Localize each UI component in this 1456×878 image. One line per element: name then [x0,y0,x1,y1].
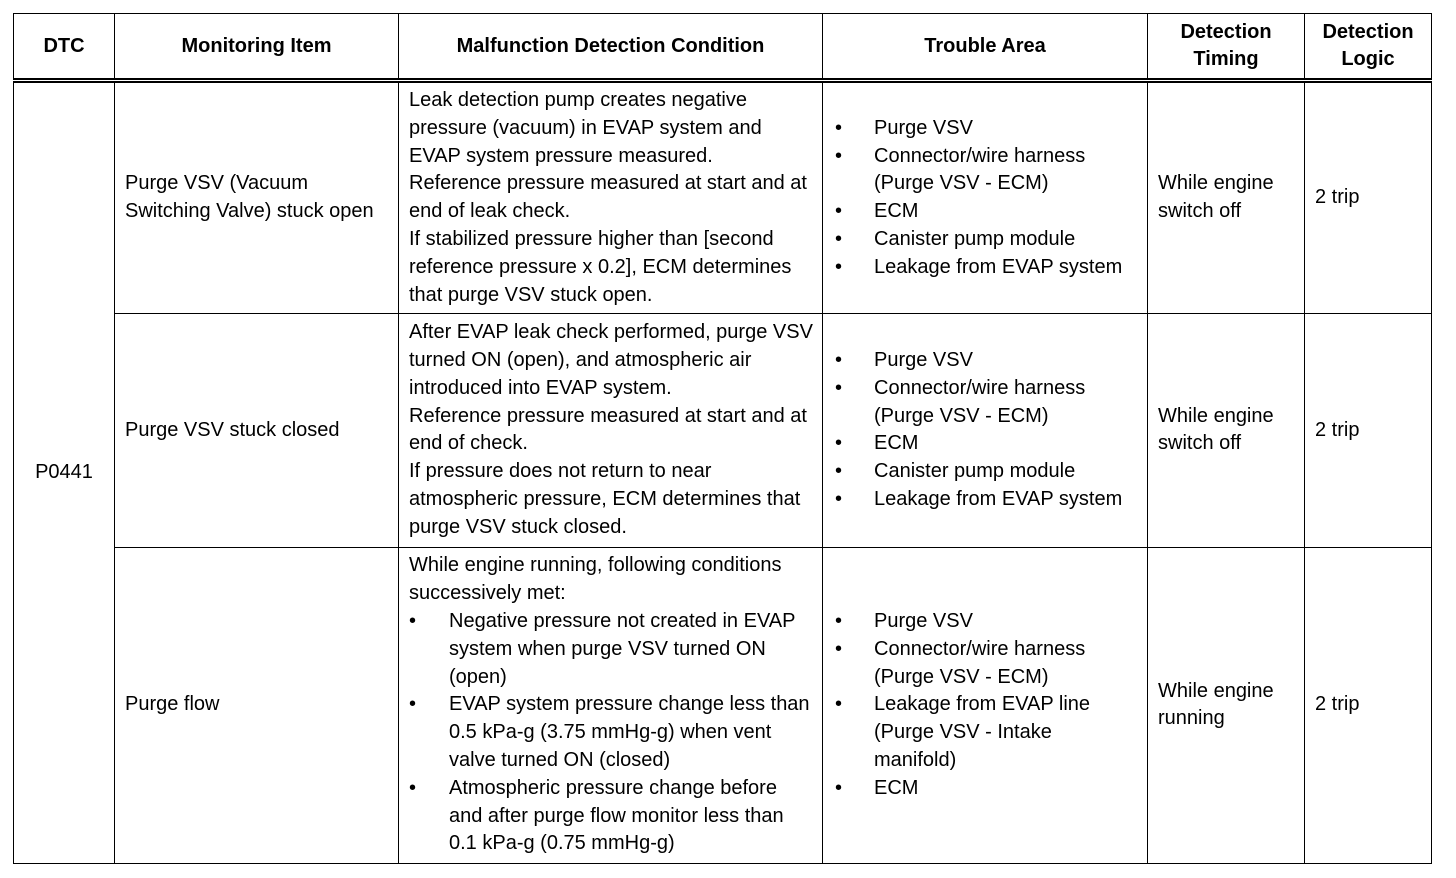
monitoring-item: Purge VSV (Vacuum Switching Valve) stuck open [115,81,399,314]
list-item: • Connector/wire harness (Purge VSV - ECM) [835,375,1139,431]
list-item: • ECM [835,775,1139,803]
list-item: • Purge VSV [835,608,1139,636]
list-item: • Leakage from EVAP system [835,254,1139,282]
header-condition: Malfunction Detection Condition [399,14,823,81]
header-row [14,14,1432,81]
list-item: • Canister pump module [835,226,1139,254]
condition-list [409,608,814,858]
list-item: • ECM [835,430,1139,458]
detection-condition [399,81,823,314]
header-detection-logic: Detection Logic [1305,14,1432,81]
list-item: • Canister pump module [835,458,1139,486]
detection-logic: 2 trip [1305,81,1432,314]
detection-timing: While engine running [1148,547,1305,863]
condition-line: Reference pressure measured at start and at end of check. [409,404,807,455]
condition-line: Reference pressure measured at start and at end of leak check. [409,172,807,223]
trouble-area [823,314,1148,547]
trouble-area-list [835,608,1139,803]
list-item: • Leakage from EVAP system [835,486,1139,514]
condition-intro: While engine running, following conditions successively met: [409,554,782,605]
table-row [14,314,1432,547]
dtc-code: P0441 [14,81,115,864]
dtc-table [13,13,1432,864]
trouble-area-list [835,347,1139,514]
list-item: • Purge VSV [835,115,1139,143]
header-trouble-area: Trouble Area [823,14,1148,81]
trouble-area [823,81,1148,314]
trouble-area-list [835,115,1139,282]
detection-logic: 2 trip [1305,314,1432,547]
list-item: • Connector/wire harness (Purge VSV - ECM) [835,143,1139,199]
detection-timing: While engine switch off [1148,81,1305,314]
condition-line: If pressure does not return to near atmospheric pressure, ECM determines that purge VSV stuck closed. [409,460,801,538]
detection-logic: 2 trip [1305,547,1432,863]
header-detection-timing: Detection Timing [1148,14,1305,81]
detection-condition [399,314,823,547]
table-row [14,81,1432,314]
table-row [14,547,1432,863]
list-item: • Negative pressure not created in EVAP system when purge VSV turned ON (open) [409,608,814,691]
condition-line: Leak detection pump creates negative pressure (vacuum) in EVAP system and EVAP system pressure measured. [409,88,762,167]
trouble-area [823,547,1148,863]
condition-line: If stabilized pressure higher than [second reference pressure x 0.2], ECM determines that purge VSV stuck open. [409,227,792,306]
list-item: • Leakage from EVAP line (Purge VSV - Intake manifold) [835,691,1139,774]
header-monitoring-item: Monitoring Item [115,14,399,81]
detection-timing: While engine switch off [1148,314,1305,547]
monitoring-item: Purge flow [115,547,399,863]
list-item: • ECM [835,198,1139,226]
list-item: • Atmospheric pressure change before and after purge flow monitor less than 0.1 kPa-g (0.75 mmHg-g) [409,775,814,858]
header-dtc: DTC [14,14,115,81]
detection-condition [399,547,823,863]
monitoring-item: Purge VSV stuck closed [115,314,399,547]
list-item: • EVAP system pressure change less than 0.5 kPa-g (3.75 mmHg-g) when vent valve turned ON (closed) [409,691,814,774]
condition-line: After EVAP leak check performed, purge VSV turned ON (open), and atmospheric air introduced into EVAP system. [409,321,813,399]
list-item: • Purge VSV [835,347,1139,375]
list-item: • Connector/wire harness (Purge VSV - ECM) [835,636,1139,692]
